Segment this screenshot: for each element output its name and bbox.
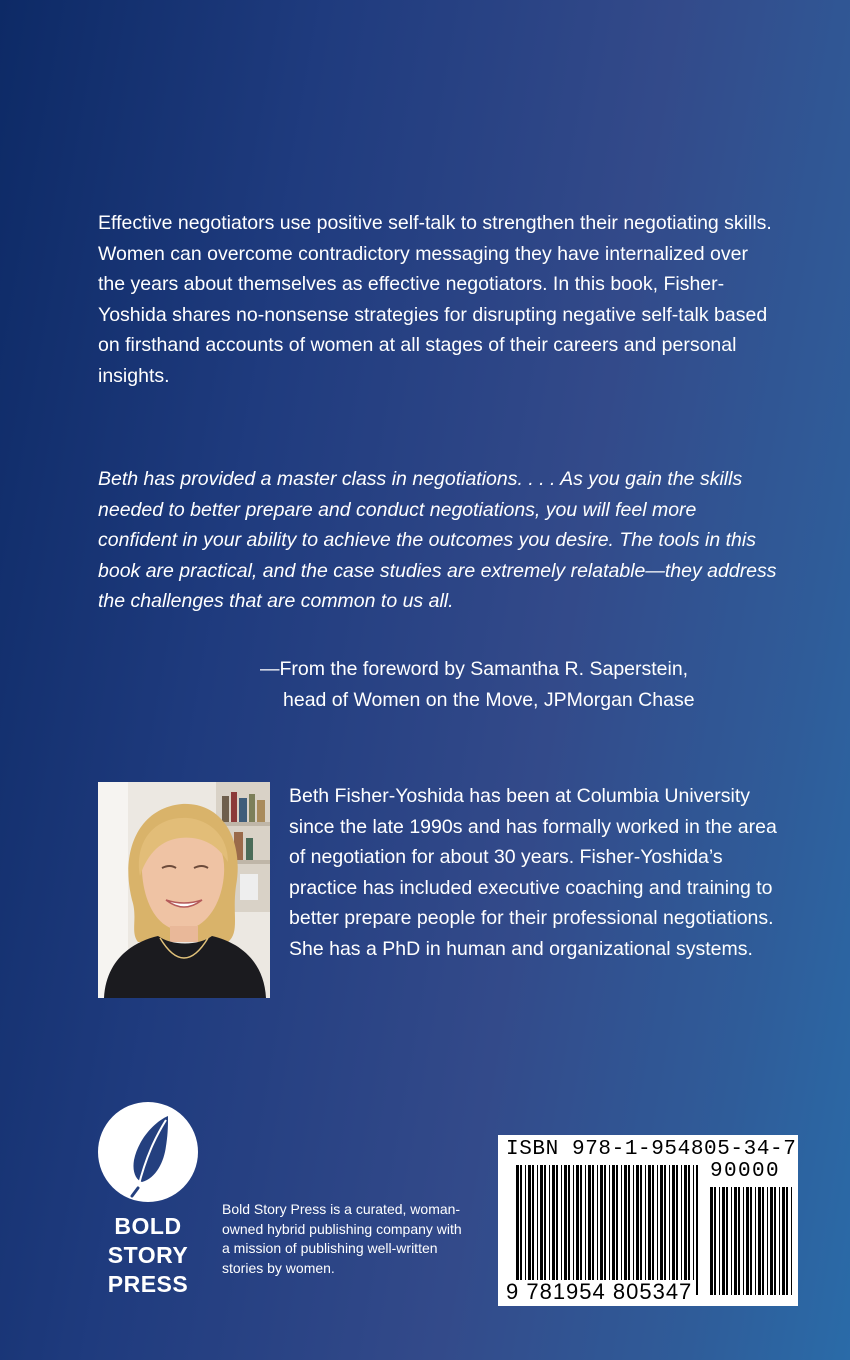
barcode-bar [576,1165,579,1295]
barcode-bar [616,1165,618,1295]
barcode-bar [597,1165,598,1295]
barcode-number: 9 781954 805347 [506,1279,693,1304]
barcode-bar [532,1165,534,1295]
author-bio: Beth Fisher-Yoshida has been at Columbia University since the late 1990s and has formally worked in the area of negotiation for about 30 years. Fisher-Yoshida’s practice has included executive coaching and training to better prepare people for their professional negotiations. She has a PhD in human and organizational systems. [289,785,777,960]
barcode-bar [657,1165,658,1295]
wordmark-line-1: BOLD [114,1213,182,1239]
barcode-bar [600,1165,603,1295]
barcode-bar [564,1165,567,1295]
barcode-bar [561,1165,562,1295]
barcode-bar [791,1187,792,1295]
author-portrait-icon [98,782,270,998]
barcode-bar [755,1187,756,1295]
barcode-bar [580,1165,582,1295]
barcode-bar [710,1187,713,1295]
wordmark-line-3: PRESS [107,1271,189,1297]
barcode-bar [676,1165,678,1295]
barcode-bar [660,1165,663,1295]
barcode-bar [573,1165,574,1295]
barcode-bar [688,1165,690,1295]
barcode-bar [528,1165,531,1295]
barcode-bar [738,1187,740,1295]
barcode-bar [525,1165,526,1295]
barcode-bar [722,1187,725,1295]
barcode-bar [609,1165,610,1295]
barcode-bar [714,1187,716,1295]
barcode-bar [672,1165,675,1295]
barcode-bar [779,1187,780,1295]
attribution-line-2: head of Women on the Move, JPMorgan Chase [283,688,695,711]
barcode-bar [540,1165,543,1295]
barcode-bar [636,1165,639,1295]
barcode-bar [758,1187,761,1295]
barcode-bar [762,1187,764,1295]
barcode-bar [516,1165,519,1295]
barcode-bar [734,1187,737,1295]
barcode-bar [669,1165,670,1295]
barcode-bar [628,1165,630,1295]
author-photo [98,782,270,998]
barcode-bar [726,1187,728,1295]
barcode-bar [786,1187,788,1295]
barcode-bar [693,1165,694,1295]
barcode-bar [648,1165,651,1295]
barcode-bar [681,1165,682,1295]
barcode-bar [767,1187,768,1295]
barcode-bar [719,1187,720,1295]
isbn-barcode [498,1135,798,1306]
barcode-bar [568,1165,570,1295]
barcode-bar [782,1187,785,1295]
barcode-bar [604,1165,606,1295]
barcode-bar [537,1165,538,1295]
barcode-bar [770,1187,773,1295]
barcode-bar [645,1165,646,1295]
barcode-bar [549,1165,550,1295]
publisher-description: Bold Story Press is a curated, woman-owned hybrid publishing company with a mission of publishing well-written stories by women. [222,1201,462,1276]
book-description: Effective negotiators use positive self-talk to strengthen their negotiating skills. Women can overcome contradictory messaging they have internalized over the years about themselves as effective negotiators. In this book, Fisher-Yoshida shares no-nonsense strategies for disrupting negative self-talk based on firsthand accounts of women at all stages of their careers and personal insights. [98,212,772,387]
attribution-line-1: —From the foreword by Samantha R. Saperstein, [260,658,689,680]
barcode-bar [556,1165,558,1295]
barcode-bar [746,1187,749,1295]
barcode-bar [621,1165,622,1295]
feather-icon [98,1102,198,1202]
barcode-bar [612,1165,615,1295]
barcode-bar [696,1165,698,1295]
barcode-bar [743,1187,744,1295]
barcode-bar [664,1165,666,1295]
barcode-bar [592,1165,594,1295]
isbn-label: ISBN 978-1-954805-34-7 [506,1138,797,1161]
publisher-wordmark [98,1212,198,1299]
barcode-bar [544,1165,546,1295]
barcode-bar [731,1187,732,1295]
quote-attribution [240,654,780,715]
barcode-bar [774,1187,776,1295]
barcode-bar [585,1165,586,1295]
publisher-logo [98,1102,198,1299]
barcode-bar [750,1187,752,1295]
barcode-bar [640,1165,642,1295]
barcode-bar [652,1165,654,1295]
wordmark-line-2: STORY [107,1242,189,1268]
foreword-quote: Beth has provided a master class in negotiations. . . . As you gain the skills needed to better prepare and conduct negotiations, you will feel more confident in your ability to achieve the outcomes you desire. The tools in this book are practical, and the case studies are extremely relatable—they address the challenges that are common to us all. [98,468,777,612]
barcode-bar [520,1165,522,1295]
barcode-bar [633,1165,634,1295]
barcode-bar [684,1165,687,1295]
barcode-bar [588,1165,591,1295]
barcode-bar [624,1165,627,1295]
price-addon-code: 90000 [710,1160,781,1183]
barcode-bar [552,1165,555,1295]
